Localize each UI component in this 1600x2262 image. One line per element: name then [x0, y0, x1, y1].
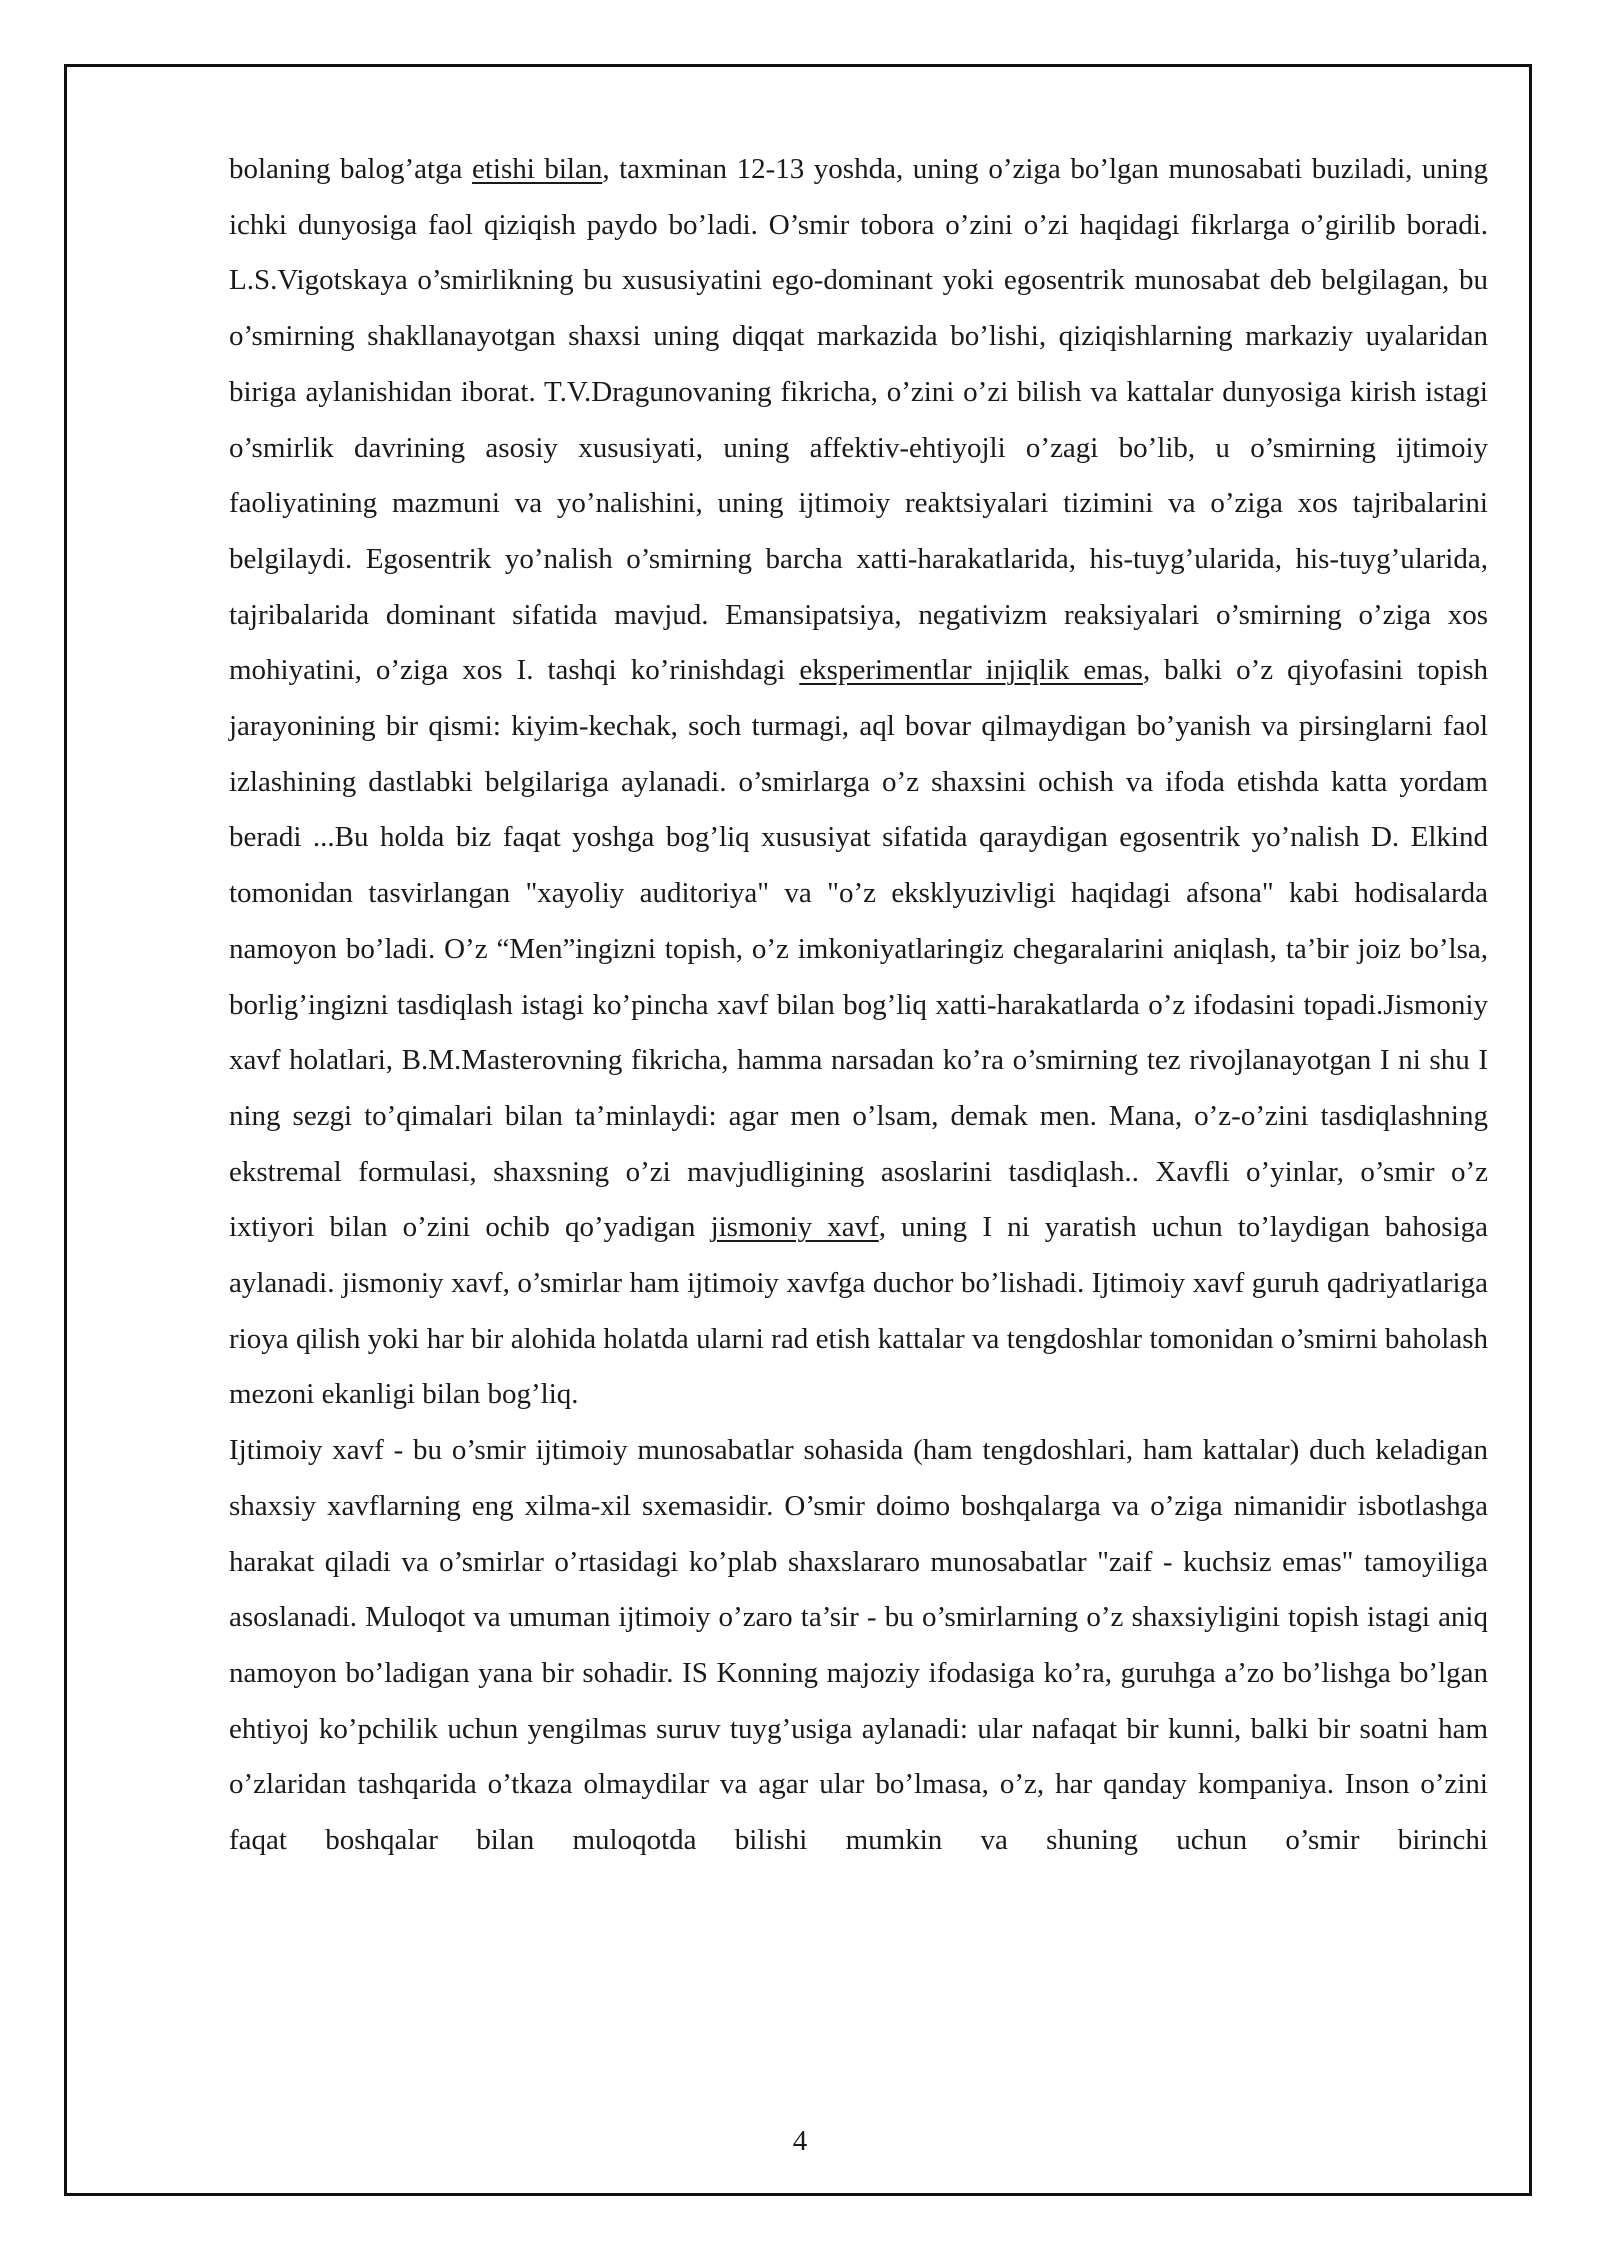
- underlined-phrase-jismoniy-xavf: jismoniy xavf: [710, 1211, 879, 1244]
- paragraph-1-text-a: bolaning balog’atga: [229, 153, 472, 185]
- underlined-phrase-eksperimentlar: eksperimentlar injiqlik emas: [799, 654, 1143, 687]
- paragraph-1-text-c: , balki o’z qiyofasini topish jarayonining bir qismi: kiyim-kechak, soch turmagi, aql bovar qilmaydigan bo’yanish va pirsinglarni faol izlashining dastlabki belgilariga aylanadi. o’smirlarga o’z shaxsini ochish va ifoda etishda katta yordam beradi ...Bu holda biz faqat yoshga bog’liq xususiyat sifatida qaraydigan egosentrik yo’nalish D. Elkind tomonidan tasvirlangan "xayoliy auditoriya" va "o’z eksklyuzivligi haqidagi afsona" kabi hodisalarda namoyon bo’ladi. O’z “Men”ingizni topish, o’z imkoniyatlaringiz chegaralarini aniqlash, ta’bir joiz bo’lsa, borlig’ingizni tasdiqlash istagi ko’pincha xavf bilan bog’liq xatti-harakatlarda o’z ifodasini topadi.Jismoniy xavf holatlari, B.M.Masterovning fikricha, hamma narsadan ko’ra o’smirning tez rivojlanayotgan I ni shu I ning sezgi to’qimalari bilan ta’minlaydi: agar men o’lsam, demak men. Mana, o’z-o’zini tasdiqlashning ekstremal formulasi, shaxsning o’zi mavjudligining asoslarini tasdiqlash.. Xavfli o’yinlar, o’smir o’z ixtiyori bilan o’zini ochib qo’yadigan: [229, 654, 1488, 1244]
- paragraph-2: Ijtimoiy xavf - bu o’smir ijtimoiy munosabatlar sohasida (ham tengdoshlari, ham kattalar) duch keladigan shaxsiy xavflarning eng xilma-xil sxemasidir. O’smir doimo boshqalarga va o’ziga nimanidir isbotlashga harakat qiladi va o’smirlar o’rtasidagi ko’plab shaxslararo munosabatlar "zaif - kuchsiz emas" tamoyiliga asoslanadi. Muloqot va umuman ijtimoiy o’zaro ta’sir - bu o’smirlarning o’z shaxsiyligini topish istagi aniq namoyon bo’ladigan yana bir sohadir. IS Konning majoziy ifodasiga ko’ra, guruhga a’zo bo’lishga bo’lgan ehtiyoj ko’pchilik uchun yengilmas suruv tuyg’usiga aylanadi: ular nafaqat bir kunni, balki bir soatni ham o’zlaridan tashqarida o’tkaza olmaydilar va agar ular bo’lmasa, o’z, har qanday kompaniya. Inson o’zini faqat boshqalar bilan muloqotda bilishi mumkin va shuning uchun o’smir birinchi: [229, 1434, 1488, 1857]
- document-body: [229, 142, 1488, 1869]
- page-number: 4: [792, 2125, 808, 2157]
- underlined-phrase-etishi-bilan: etishi bilan: [471, 153, 603, 185]
- paragraph-1-text-d: , uning I ni yaratish uchun to’laydigan bahosiga aylanadi. jismoniy xavf, o’smirlar ham ijtimoiy xavfga duchor bo’lishadi. Ijtimoiy xavf guruh qadriyatlariga rioya qilish yoki har bir alohida holatda ularni rad etish kattalar va tengdoshlar tomonidan o’smirni baholash mezoni ekanligi bilan bog’liq.: [229, 1211, 1489, 1411]
- paragraph-1: [229, 142, 1488, 1423]
- paragraph-1-text-b: , taxminan 12-13 yoshda, uning o’ziga bo’lgan munosabati buziladi, uning ichki dunyosiga faol qiziqish paydo bo’ladi. O’smir tobora o’zini o’zi haqidagi fikrlarga o’girilib boradi. L.S.Vigotskaya o’smirlikning bu xususiyatini ego-dominant yoki egosentrik munosabat deb belgilagan, bu o’smirning shakllanayotgan shaxsi uning diqqat markazida bo’lishi, qiziqishlarning markaziy uyalaridan biriga aylanishidan iborat. T.V.Dragunovaning fikricha, o’zini o’zi bilish va kattalar dunyosiga kirish istagi o’smirlik davrining asosiy xususiyati, uning affektiv-ehtiyojli o’zagi bo’lib, u o’smirning ijtimoiy faoliyatining mazmuni va yo’nalishini, uning ijtimoiy reaktsiyalari tizimini va o’ziga xos tajribalarini belgilaydi. Egosentrik yo’nalish o’smirning barcha xatti-harakatlarida, his-tuyg’ularida, his-tuyg’ularida, tajribalarida dominant sifatida mavjud. Emansipatsiya, negativizm reaksiyalari o’smirning o’ziga xos mohiyatini, o’ziga xos I. tashqi ko’rinishdagi: [229, 153, 1488, 687]
